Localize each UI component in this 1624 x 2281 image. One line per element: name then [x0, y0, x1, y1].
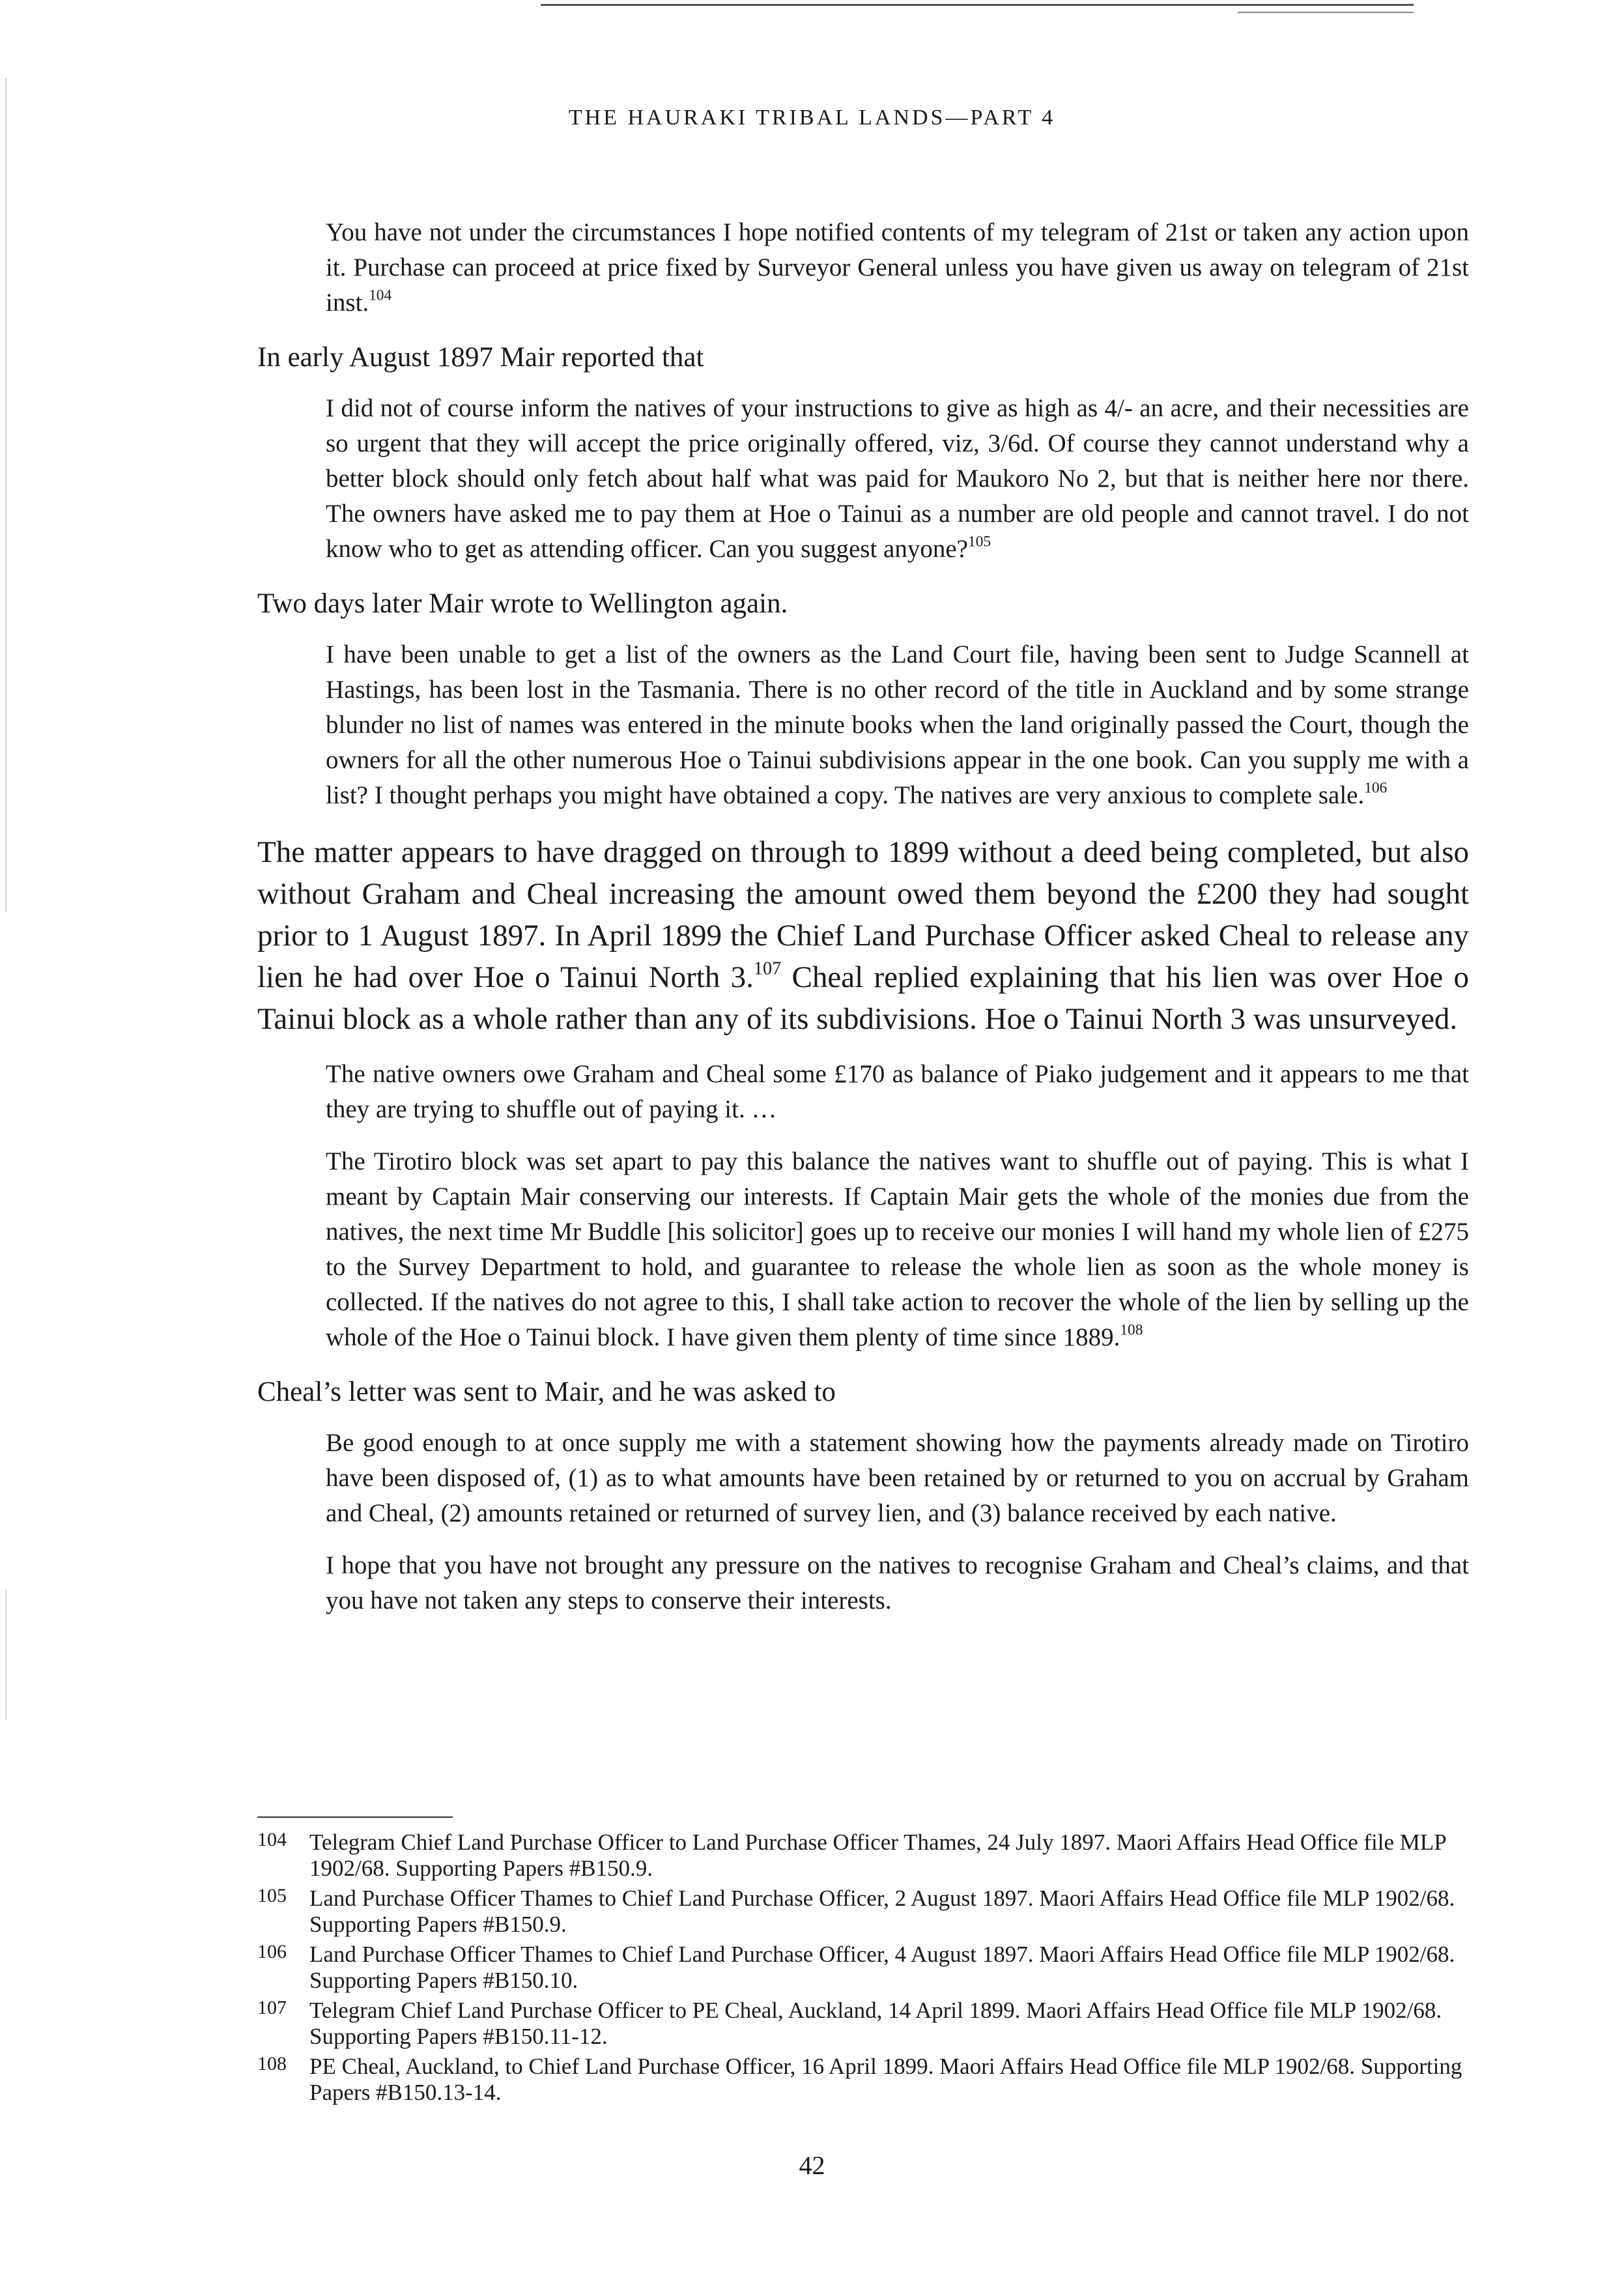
footnote [257, 1829, 1469, 1882]
paragraph-text-continued: Cheal replied explaining that his lien was over Hoe o Tainui block as a whole rather than any of its subdivisions. Hoe o Tainui North 3 was unsurveyed. [257, 960, 1469, 1036]
footnote-ref[interactable]: 104 [369, 287, 392, 304]
page-number: 42 [799, 2151, 825, 2180]
quote-text: I hope that you have not brought any pressure on the natives to recognise Graham and Cheal’s claims, and that you have not taken any steps to conserve their interests. [326, 1551, 1469, 1614]
footnote [257, 1998, 1469, 2050]
footnote [257, 2054, 1469, 2106]
footnote [257, 1942, 1469, 1994]
running-header: THE HAURAKI TRIBAL LANDS—PART 4 [568, 106, 1056, 130]
paragraph-text: The matter appears to have dragged on through to 1899 without a deed being completed, but also without Graham and Cheal increasing the amount owed them beyond the £200 they had sought prior to 1 August 1897. In April 1899 the Chief Land Purchase Officer asked Cheal to release any lien he had over Hoe o Tainui North 3. [257, 835, 1469, 994]
block-quote [326, 215, 1469, 321]
lead-in-text: In early August 1897 Mair reported that [257, 342, 704, 373]
block-quote [326, 1548, 1469, 1618]
scan-edge-mark [5, 1590, 7, 1720]
footnote-text: PE Cheal, Auckland, to Chief Land Purchase Officer, 16 April 1899. Maori Affairs Head Office file MLP 1902/68. Supporting Papers #B150.13-14. [309, 2054, 1462, 2105]
quote-text: I have been unable to get a list of the owners as the Land Court file, having been sent to Judge Scannell at Hastings, has been lost in the Tasmania. There is no other record of the title in Auckland and by some strange blunder no list of names was entered in the minute books when the land originally passed the Court, though the owners for all the other numerous Hoe o Tainui subdivisions appear in the one book. Can you supply me with a list? I thought perhaps you might have obtained a copy. The natives are very anxious to complete sale. [326, 640, 1469, 809]
quote-text: I did not of course inform the natives of your instructions to give as high as 4/- an acre, and their necessities are so urgent that they will accept the price originally offered, viz, 3/6d. Of course they cannot understand why a better block should only fetch about half what was paid for Maukoro No 2, but that is neither here nor there. The owners have asked me to pay them at Hoe o Tainui as a number are old people and cannot travel. I do not know who to get as attending officer. Can you suggest anyone? [326, 394, 1469, 563]
scan-edge-mark [5, 78, 7, 912]
block-quote [326, 1057, 1469, 1127]
body-paragraph [257, 831, 1469, 1040]
page-body [257, 215, 1469, 1618]
block-quote [326, 1144, 1469, 1355]
footnote-ref[interactable]: 107 [753, 958, 782, 979]
footnote-ref[interactable]: 108 [1120, 1321, 1143, 1339]
footnote-text: Land Purchase Officer Thames to Chief Land Purchase Officer, 4 August 1897. Maori Affairs Head Office file MLP 1902/68. Supporting Papers #B150.10. [309, 1942, 1455, 1993]
block-quote [326, 637, 1469, 813]
lead-in-text: Cheal’s letter was sent to Mair, and he was asked to [257, 1377, 836, 1407]
footnote-number: 106 [257, 1941, 287, 1962]
footnotes [257, 1829, 1469, 2110]
block-quote [326, 391, 1469, 567]
lead-in-text: Two days later Mair wrote to Wellington again. [257, 588, 788, 619]
footnote-text: Land Purchase Officer Thames to Chief Land Purchase Officer, 2 August 1897. Maori Affairs Head Office file MLP 1902/68. Supporting Papers #B150.9. [309, 1886, 1455, 1937]
top-rule-short [1238, 12, 1414, 13]
quote-text: The native owners owe Graham and Cheal some £170 as balance of Piako judgement and it appears to me that they are trying to shuffle out of paying it. … [326, 1060, 1469, 1123]
footnote-number: 108 [257, 2053, 287, 2074]
footnote-number: 107 [257, 1997, 287, 2018]
footnote-number: 105 [257, 1885, 287, 1906]
block-quote [326, 1426, 1469, 1531]
footnote-ref[interactable]: 105 [968, 533, 991, 551]
quote-text: The Tirotiro block was set apart to pay this balance the natives want to shuffle out of paying. This is what I meant by Captain Mair conserving our interests. If Captain Mair gets the whole of the monies due from the natives, the next time Mr Buddle [his solicitor] goes up to receive our monies I will hand my whole lien of £275 to the Survey Department to hold, and guarantee to release the whole lien as soon as the whole money is collected. If the natives do not agree to this, I shall take action to recover the whole of the lien by selling up the whole of the Hoe o Tainui block. I have given them plenty of time since 1889. [326, 1147, 1469, 1351]
footnote-text: Telegram Chief Land Purchase Officer to Land Purchase Officer Thames, 24 July 1897. Maori Affairs Head Office file MLP 1902/68. Supporting Papers #B150.9. [309, 1829, 1446, 1881]
footnote [257, 1886, 1469, 1938]
footnote-ref[interactable]: 106 [1364, 779, 1388, 797]
top-rule [541, 4, 1414, 6]
footnote-text: Telegram Chief Land Purchase Officer to PE Cheal, Auckland, 14 April 1899. Maori Affairs Head Office file MLP 1902/68. Supporting Papers #B150.11-12. [309, 1998, 1442, 2049]
quote-text: You have not under the circumstances I hope notified contents of my telegram of 21st or taken any action upon it. Purchase can proceed at price fixed by Surveyor General unless you have given us away on telegram of 21st inst. [326, 218, 1469, 317]
footnote-divider [257, 1816, 453, 1818]
footnote-number: 104 [257, 1829, 287, 1850]
quote-text: Be good enough to at once supply me with a statement showing how the payments already made on Tirotiro have been disposed of, (1) as to what amounts have been retained by or returned to you on accrual by Graham and Cheal, (2) amounts retained or returned of survey lien, and (3) balance received by each native. [326, 1429, 1469, 1527]
